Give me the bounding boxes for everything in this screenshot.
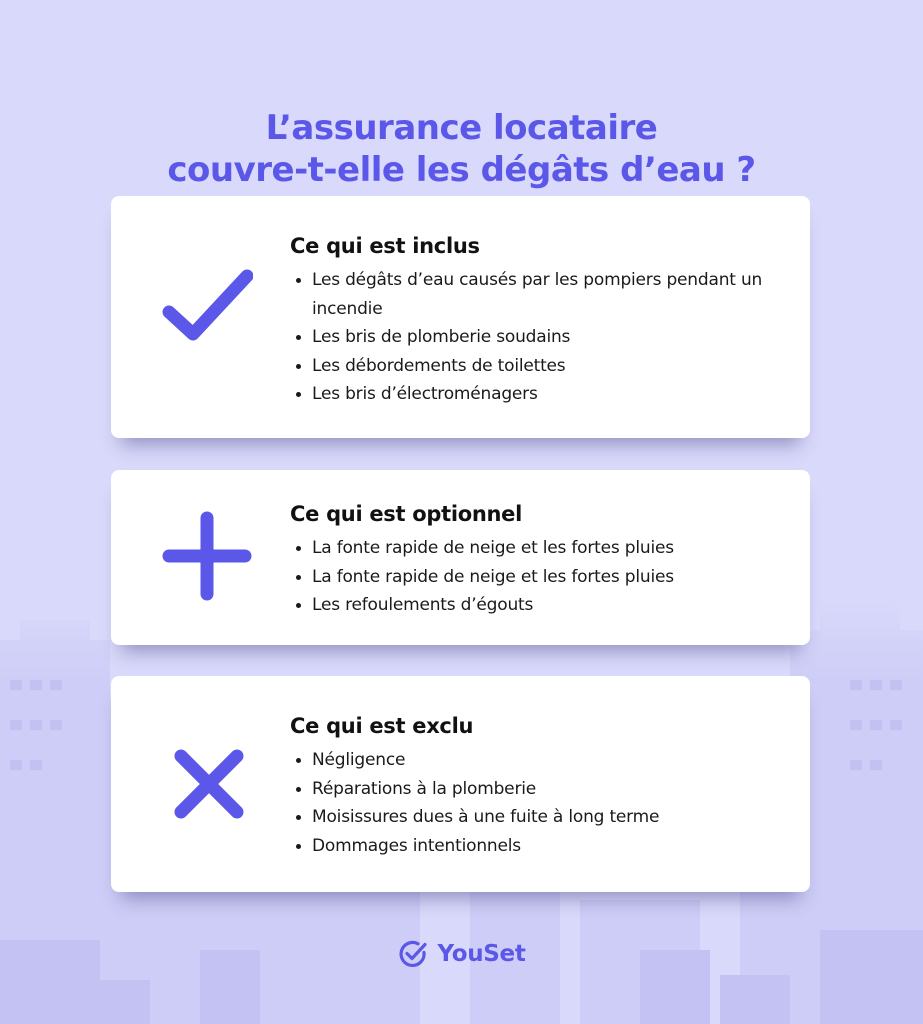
list-item: Les dégâts d’eau causés par les pompiers pendant un incendie <box>290 266 790 323</box>
checkmark-icon <box>161 264 253 356</box>
card-heading-included: Ce qui est inclus <box>290 234 480 258</box>
list-item: Les bris de plomberie soudains <box>290 323 790 352</box>
list-item: Les bris d’électroménagers <box>290 380 790 409</box>
check-circle-icon <box>397 938 429 970</box>
list-item: Réparations à la plomberie <box>290 775 790 804</box>
page-title <box>0 107 923 191</box>
brand-name: YouSet <box>437 941 526 967</box>
excluded-list <box>290 746 790 860</box>
list-item: Négligence <box>290 746 790 775</box>
plus-icon <box>161 510 253 602</box>
card-included <box>111 196 810 438</box>
optional-list <box>290 534 790 620</box>
title-line-1: L’assurance locataire <box>265 107 658 148</box>
card-heading-optional: Ce qui est optionnel <box>290 502 523 526</box>
list-item: Les débordements de toilettes <box>290 352 790 381</box>
list-item: Dommages intentionnels <box>290 832 790 861</box>
brand-logo <box>0 938 923 970</box>
title-line-2: couvre-t-elle les dégâts d’eau ? <box>167 149 756 190</box>
card-heading-excluded: Ce qui est exclu <box>290 714 474 738</box>
list-item: La fonte rapide de neige et les fortes pluies <box>290 563 790 592</box>
card-excluded <box>111 676 810 892</box>
included-list <box>290 266 790 409</box>
list-item: Les refoulements d’égouts <box>290 591 790 620</box>
list-item: La fonte rapide de neige et les fortes pluies <box>290 534 790 563</box>
card-optional <box>111 470 810 645</box>
cross-icon <box>161 736 253 828</box>
list-item: Moisissures dues à une fuite à long terme <box>290 803 790 832</box>
